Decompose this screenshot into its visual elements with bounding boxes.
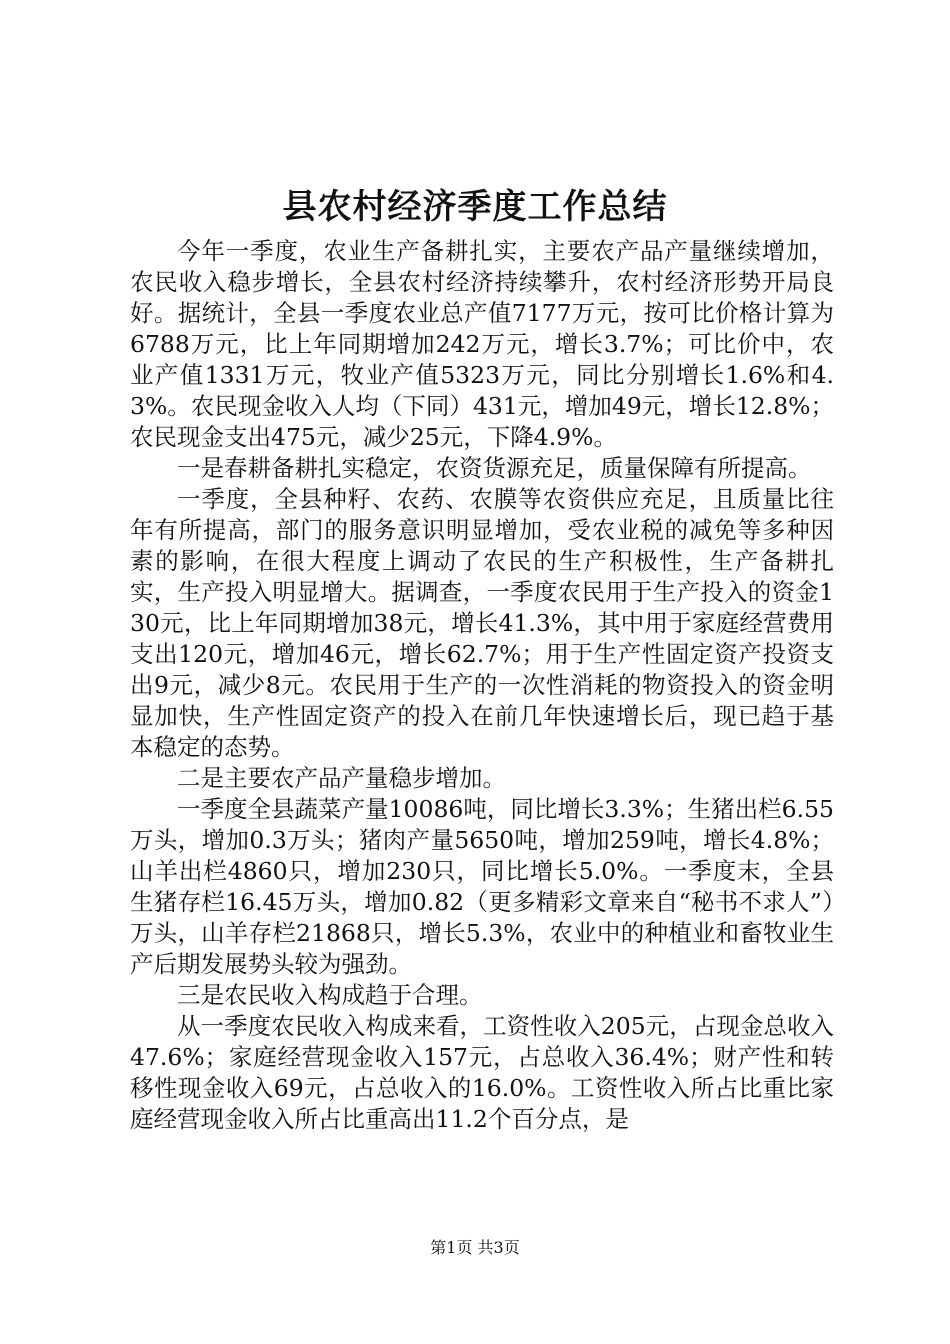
paragraph-intro: 今年一季度，农业生产备耕扎实，主要农产品产量继续增加，农民收入稳步增长，全县农村经济持续攀升，农村经济形势开局良好。据统计，全县一季度农业总产值7177万元，按可比价格计算为6788万元，比上年同期增加242万元，增长3.7%；可比价中，农业产值1331万元，牧业产值5323万元，同比分别增长1.6%和4.3%。农民现金收入人均（下同）431元，增加49元，增长12.8%；农民现金支出475元，减少25元，下降4.9%。 [130, 237, 834, 451]
paragraph-heading-2: 二是主要农产品产量稳步增加。 [177, 764, 506, 792]
paragraph-heading-1: 一是春耕备耕扎实稳定，农资货源充足，质量保障有所提高。 [177, 454, 812, 482]
paragraph-section-2: 一季度全县蔬菜产量10086吨，同比增长3.3%；生猪出栏6.55万头，增加0.3万头；猪肉产量5650吨，增加259吨，增长4.8%；山羊出栏4860只，增加230只，同比增长5.0%。一季度末，全县生猪存栏16.45万头，增加0.82（更多精彩文章来自“秘书不求人”）万头，山羊存栏21868只，增长5.3%，农业中的种植业和畜牧业生产后期发展势头较为强劲。 [130, 795, 834, 978]
paragraph-section-3: 从一季度农民收入构成来看，工资性收入205元，占现金总收入47.6%；家庭经营现金收入157元，占总收入36.4%；财产性和转移性现金收入69元，占总收入的16.0%。工资性收入所占比重比家庭经营现金收入所占比重高出11.2个百分点，是 [130, 1012, 834, 1133]
page-number-footer: 第1页 共3页 [430, 1238, 520, 1257]
paragraph-heading-3: 三是农民收入构成趋于合理。 [177, 981, 483, 1009]
document-title: 县农村经济季度工作总结 [282, 187, 668, 227]
paragraph-section-1: 一季度，全县种籽、农药、农膜等农资供应充足，且质量比往年有所提高，部门的服务意识明显增加，受农业税的减免等多种因素的影响，在很大程度上调动了农民的生产积极性，生产备耕扎实，生产投入明显增大。据调查，一季度农民用于生产投入的资金130元，比上年同期增加38元，增长41.3%，其中用于家庭经营费用支出120元，增加46元，增长62.7%；用于生产性固定资产投资支出9元，减少8元。农民用于生产的一次性消耗的物资投入的资金明显加快，生产性固定资产的投入在前几年快速增长后，现已趋于基本稳定的态势。 [130, 485, 834, 761]
document-body [130, 236, 834, 1135]
